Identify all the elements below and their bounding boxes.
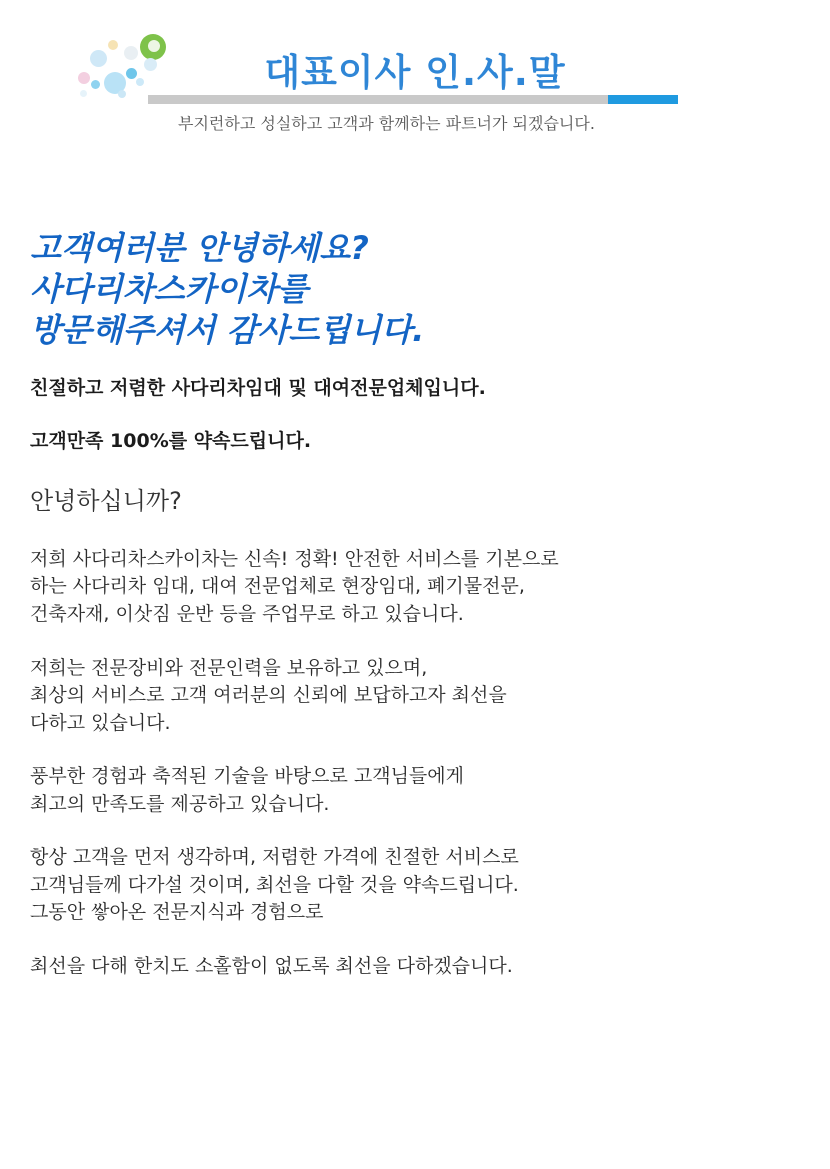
paragraph-2: [30, 655, 820, 738]
page-title: 대표이사 인.사.말: [264, 51, 566, 94]
header-subtitle: 부지런하고 성실하고 고객과 함께하는 파트너가 되겠습니다.: [178, 114, 595, 133]
paragraph-5-line-1: 최선을 다해 한치도 소홀함이 없도록 최선을 다하겠습니다.: [30, 954, 513, 977]
paragraph-3-line-1: 풍부한 경험과 축적된 기술을 바탕으로 고객님들에게: [30, 765, 464, 788]
headline-line-1: 고객여러분 안녕하세요?: [30, 229, 369, 267]
paragraph-4-line-2: 고객님들께 다가설 것이며, 최선을 다할 것을 약속드립니다.: [30, 873, 519, 896]
paragraph-2-line-2: 최상의 서비스로 고객 여러분의 신뢰에 보답하고자 최선을: [30, 684, 507, 707]
page-header: [0, 0, 830, 175]
paragraph-2-line-1: 저희는 전문장비와 전문인력을 보유하고 있으며,: [30, 656, 428, 679]
paragraph-4-line-3: 그동안 쌓아온 전문지식과 경험으로: [30, 901, 324, 924]
paragraph-4-line-1: 항상 고객을 먼저 생각하며, 저렴한 가격에 친절한 서비스로: [30, 846, 519, 869]
header-divider: [148, 95, 678, 104]
header-divider-accent: [608, 95, 678, 104]
paragraph-1-line-3: 건축자재, 이삿짐 운반 등을 주업무로 하고 있습니다.: [30, 602, 464, 625]
lead-text-1: 친절하고 저렴한 사다리차임대 및 대여전문업체입니다.: [30, 376, 486, 399]
paragraph-1: [30, 546, 820, 629]
greeting-content: [30, 228, 820, 980]
paragraph-4: [30, 844, 820, 927]
paragraph-1-line-2: 하는 사다리차 임대, 대여 전문업체로 현장임대, 폐기물전문,: [30, 575, 525, 598]
paragraph-5: [30, 953, 820, 981]
paragraph-3-line-2: 최고의 만족도를 제공하고 있습니다.: [30, 792, 330, 815]
headline-line-2: 사다리차스카이차를: [30, 269, 309, 308]
paragraph-1-line-1: 저희 사다리차스카이차는 신속! 정확! 안전한 서비스를 기본으로: [30, 547, 559, 570]
paragraph-3: [30, 763, 820, 818]
headline: [30, 228, 820, 351]
paragraph-2-line-3: 다하고 있습니다.: [30, 711, 171, 734]
lead-text-2: 고객만족 100%를 약속드립니다.: [30, 429, 312, 452]
headline-line-3: 방문해주셔서 감사드립니다.: [30, 310, 425, 349]
greeting-line: 안녕하십니까?: [30, 486, 182, 515]
